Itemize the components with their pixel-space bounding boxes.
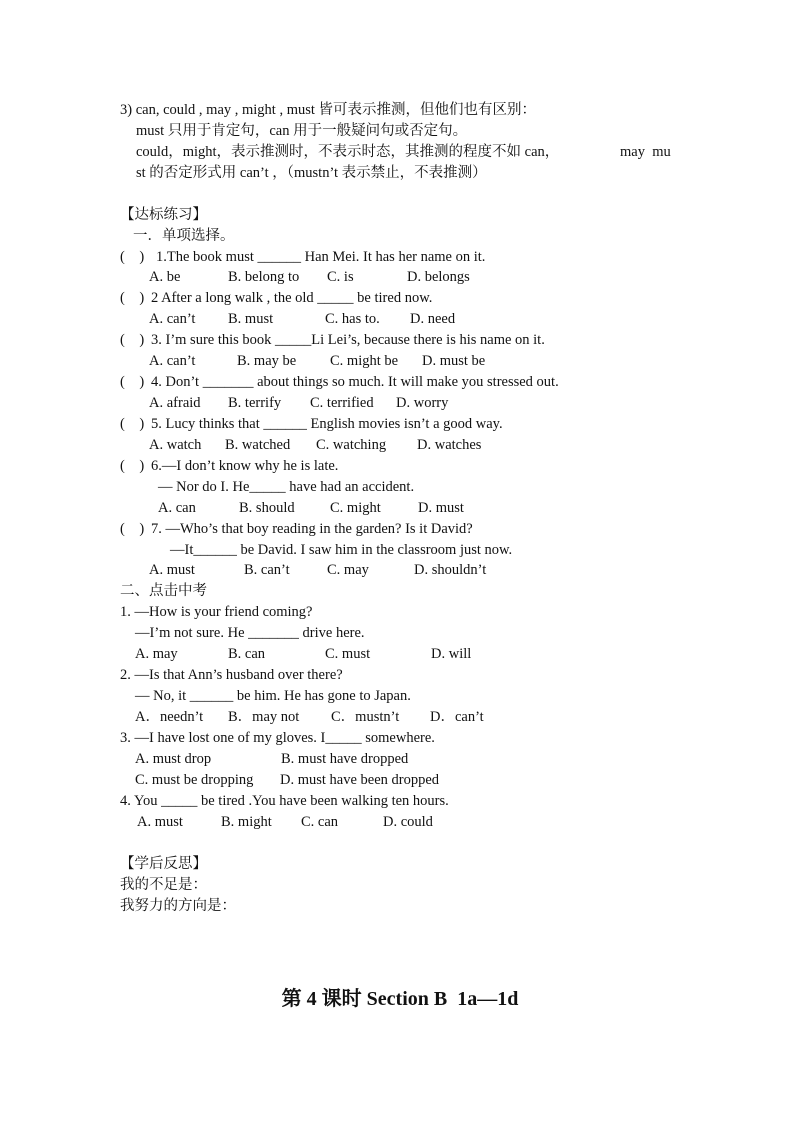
question-stem: 3. I’m sure this book _____Li Lei’s, because there is his name on it.: [151, 332, 545, 348]
option-c: C. must be dropping: [135, 772, 254, 788]
option-a: A. must: [149, 562, 195, 578]
option-d: D. must be: [422, 353, 486, 369]
option-b: B．may not: [228, 709, 300, 725]
option-a: A. can’t: [149, 353, 196, 369]
question-stem: 4. You _____ be tired .You have been walking ten hours.: [120, 793, 449, 809]
note-line-3-tail: may mu: [620, 144, 671, 160]
question-stem: 6.—I don’t know why he is late.: [151, 458, 339, 474]
option-d: D. need: [410, 311, 456, 327]
question-stem: 2 After a long walk , the old _____ be tired now.: [151, 290, 433, 306]
question-stem: 1.The book must ______ Han Mei. It has her name on it.: [156, 249, 486, 265]
question-response: — No, it ______ be him. He has gone to Japan.: [135, 688, 411, 704]
option-b: B. may be: [237, 353, 297, 369]
answer-blank[interactable]: ( ): [120, 374, 145, 390]
option-d: D．can’t: [430, 709, 484, 725]
answer-blank[interactable]: ( ): [120, 290, 145, 306]
reflection-direction: 我努力的方向是：: [120, 898, 236, 914]
option-d: D. belongs: [407, 269, 470, 285]
answer-blank[interactable]: ( ): [120, 458, 145, 474]
option-b: B. should: [239, 500, 295, 516]
option-d: D. will: [431, 646, 472, 662]
note-line-1: 3) can, could , may , might , must 皆可表示推测，但他们也有区别：: [120, 102, 537, 118]
question-stem: 1. —How is your friend coming?: [120, 604, 313, 620]
option-a: A. afraid: [149, 395, 201, 411]
option-a: A. must drop: [135, 751, 212, 767]
option-a: A. watch: [149, 437, 202, 453]
option-c: C. is: [327, 269, 354, 285]
option-c: C．mustn’t: [331, 709, 400, 725]
option-c: C. terrified: [310, 395, 374, 411]
answer-blank[interactable]: ( ): [120, 521, 145, 537]
option-c: C. must: [325, 646, 371, 662]
option-d: D. could: [383, 814, 433, 830]
reflection-heading: 【学后反思】: [120, 856, 207, 872]
option-c: C. might be: [330, 353, 399, 369]
option-d: D. must have been dropped: [280, 772, 440, 788]
question-stem: 3. —I have lost one of my gloves. I_____ somewhere.: [120, 730, 435, 746]
option-b: B. terrify: [228, 395, 282, 411]
option-b: B. belong to: [228, 269, 300, 285]
option-b: B. must have dropped: [281, 751, 409, 767]
question-response: —I’m not sure. He _______ drive here.: [135, 625, 365, 641]
note-line-3: could，might，表示推测时，不表示时态，其推测的程度不如 can，: [136, 144, 560, 160]
answer-blank[interactable]: ( ): [120, 332, 145, 348]
option-b: B. must: [228, 311, 274, 327]
option-d: D. watches: [417, 437, 482, 453]
practice-heading: 【达标练习】: [120, 207, 207, 223]
option-b: B. can’t: [244, 562, 290, 578]
option-a: A. be: [149, 269, 181, 285]
option-c: C. might: [330, 500, 381, 516]
option-d: D. shouldn’t: [414, 562, 487, 578]
option-b: B. might: [221, 814, 272, 830]
option-c: C. watching: [316, 437, 387, 453]
option-b: B. can: [228, 646, 266, 662]
option-b: B. watched: [225, 437, 291, 453]
option-c: C. has to.: [325, 311, 380, 327]
option-d: D. must: [418, 500, 464, 516]
option-a: A. can’t: [149, 311, 196, 327]
next-lesson-title: 第 4 课时 Section B 1a—1d: [281, 988, 519, 1010]
option-a: A. must: [137, 814, 183, 830]
option-a: A. may: [135, 646, 178, 662]
practice-section-title: 一．单项选择。: [133, 228, 235, 244]
question-response: — Nor do I. He_____ have had an accident.: [158, 479, 415, 495]
reflection-weakness: 我的不足是：: [120, 877, 207, 893]
question-response: —It______ be David. I saw him in the classroom just now.: [170, 542, 513, 558]
answer-blank[interactable]: ( ): [120, 416, 145, 432]
question-stem: 5. Lucy thinks that ______ English movies isn’t a good way.: [151, 416, 503, 432]
exam-heading: 二、点击中考: [120, 583, 207, 599]
answer-blank[interactable]: ( ): [120, 249, 145, 265]
note-line-4: st 的否定形式用 can’t ，（mustn’t 表示禁止，不表推测）: [136, 165, 487, 181]
question-stem: 2. —Is that Ann’s husband over there?: [120, 667, 343, 683]
option-c: C. may: [327, 562, 369, 578]
option-d: D. worry: [396, 395, 449, 411]
question-stem: 7. —Who’s that boy reading in the garden? Is it David?: [151, 521, 473, 537]
question-stem: 4. Don’t _______ about things so much. It will make you stressed out.: [151, 374, 559, 390]
note-line-2: must 只用于肯定句，can 用于一般疑问句或否定句。: [136, 123, 468, 139]
option-a: A. can: [158, 500, 196, 516]
option-c: C. can: [301, 814, 339, 830]
option-a: A．needn’t: [135, 709, 204, 725]
